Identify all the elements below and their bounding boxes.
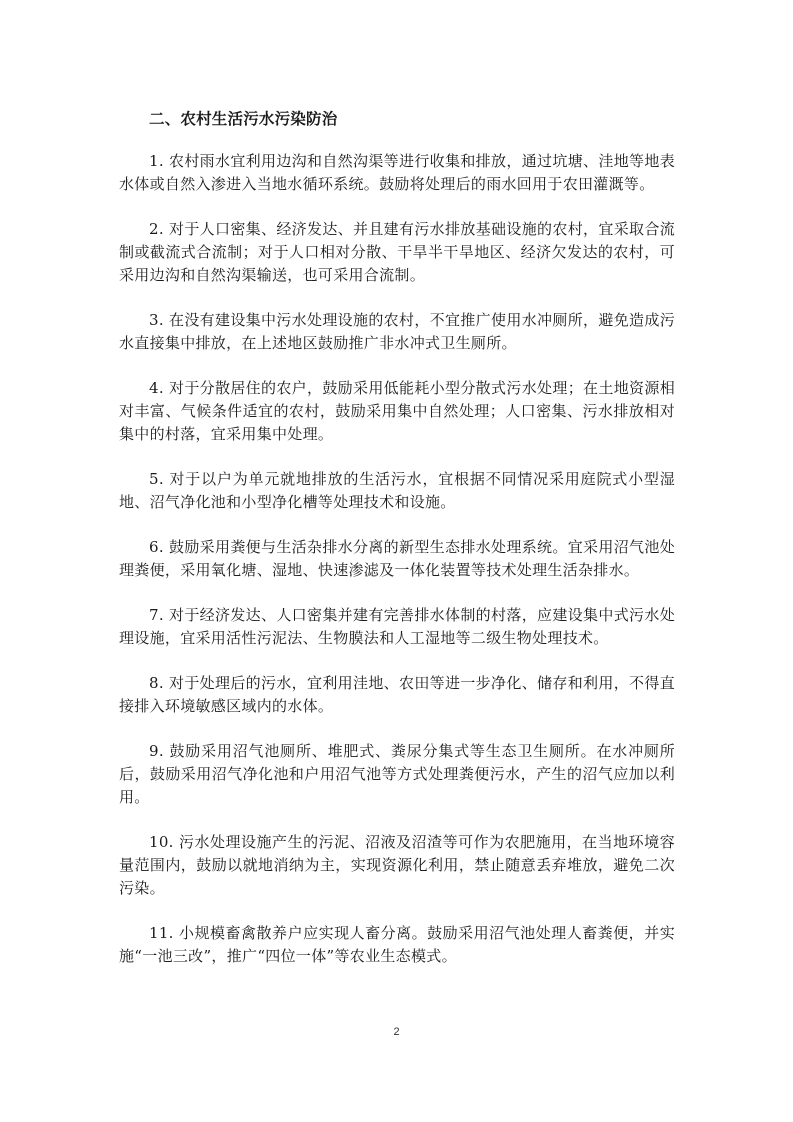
paragraph-4: 4. 对于分散居住的农户，鼓励采用低能耗小型分散式污水处理；在土地资源相对丰富、气候条件适宜的农村，鼓励采用集中自然处理；人口密集、污水排放相对集中的村落，宜采用集中处理。 [119, 379, 675, 443]
paragraph-6: 6. 鼓励采用粪便与生活杂排水分离的新型生态排水处理系统。宜采用沼气池处理粪便，采用氧化塘、湿地、快速渗滤及一体化装置等技术处理生活杂排水。 [119, 538, 675, 579]
paragraph-10: 10. 污水处理设施产生的污泥、沼液及沼渣等可作为农肥施用，在当地环境容量范围内，鼓励以就地消纳为主，实现资源化利用，禁止随意丢弃堆放，避免二次污染。 [119, 833, 675, 897]
section-heading: 二、农村生活污水污染防治 [149, 110, 338, 128]
paragraph-9: 9. 鼓励采用沼气池厕所、堆肥式、粪尿分集式等生态卫生厕所。在水冲厕所后，鼓励采用沼气净化池和户用沼气池等方式处理粪便污水，产生的沼气应加以利用。 [119, 742, 675, 806]
paragraph-8: 8. 对于处理后的污水，宜利用洼地、农田等进一步净化、储存和利用，不得直接排入环境敏感区域内的水体。 [119, 674, 675, 715]
paragraph-2: 2. 对于人口密集、经济发达、并且建有污水排放基础设施的农村，宜采取合流制或截流式合流制；对于人口相对分散、干旱半干旱地区、经济欠发达的农村，可采用边沟和自然沟渠输送，也可采用合流制。 [119, 220, 675, 284]
paragraph-11: 11. 小规模畜禽散养户应实现人畜分离。鼓励采用沼气池处理人畜粪便，并实施“一池三改”，推广“四位一体”等农业生态模式。 [119, 924, 675, 965]
page-number: 2 [393, 1026, 400, 1038]
paragraph-7: 7. 对于经济发达、人口密集并建有完善排水体制的村落，应建设集中式污水处理设施，宜采用活性污泥法、生物膜法和人工湿地等二级生物处理技术。 [119, 606, 675, 647]
paragraph-1: 1. 农村雨水宜利用边沟和自然沟渠等进行收集和排放，通过坑塘、洼地等地表水体或自然入渗进入当地水循环系统。鼓励将处理后的雨水回用于农田灌溉等。 [119, 152, 675, 193]
paragraph-3: 3. 在没有建设集中污水处理设施的农村，不宜推广使用水冲厕所，避免造成污水直接集中排放，在上述地区鼓励推广非水冲式卫生厕所。 [119, 311, 675, 352]
paragraph-5: 5. 对于以户为单元就地排放的生活污水，宜根据不同情况采用庭院式小型湿地、沼气净化池和小型净化槽等处理技术和设施。 [119, 470, 675, 511]
document-body [119, 106, 675, 990]
